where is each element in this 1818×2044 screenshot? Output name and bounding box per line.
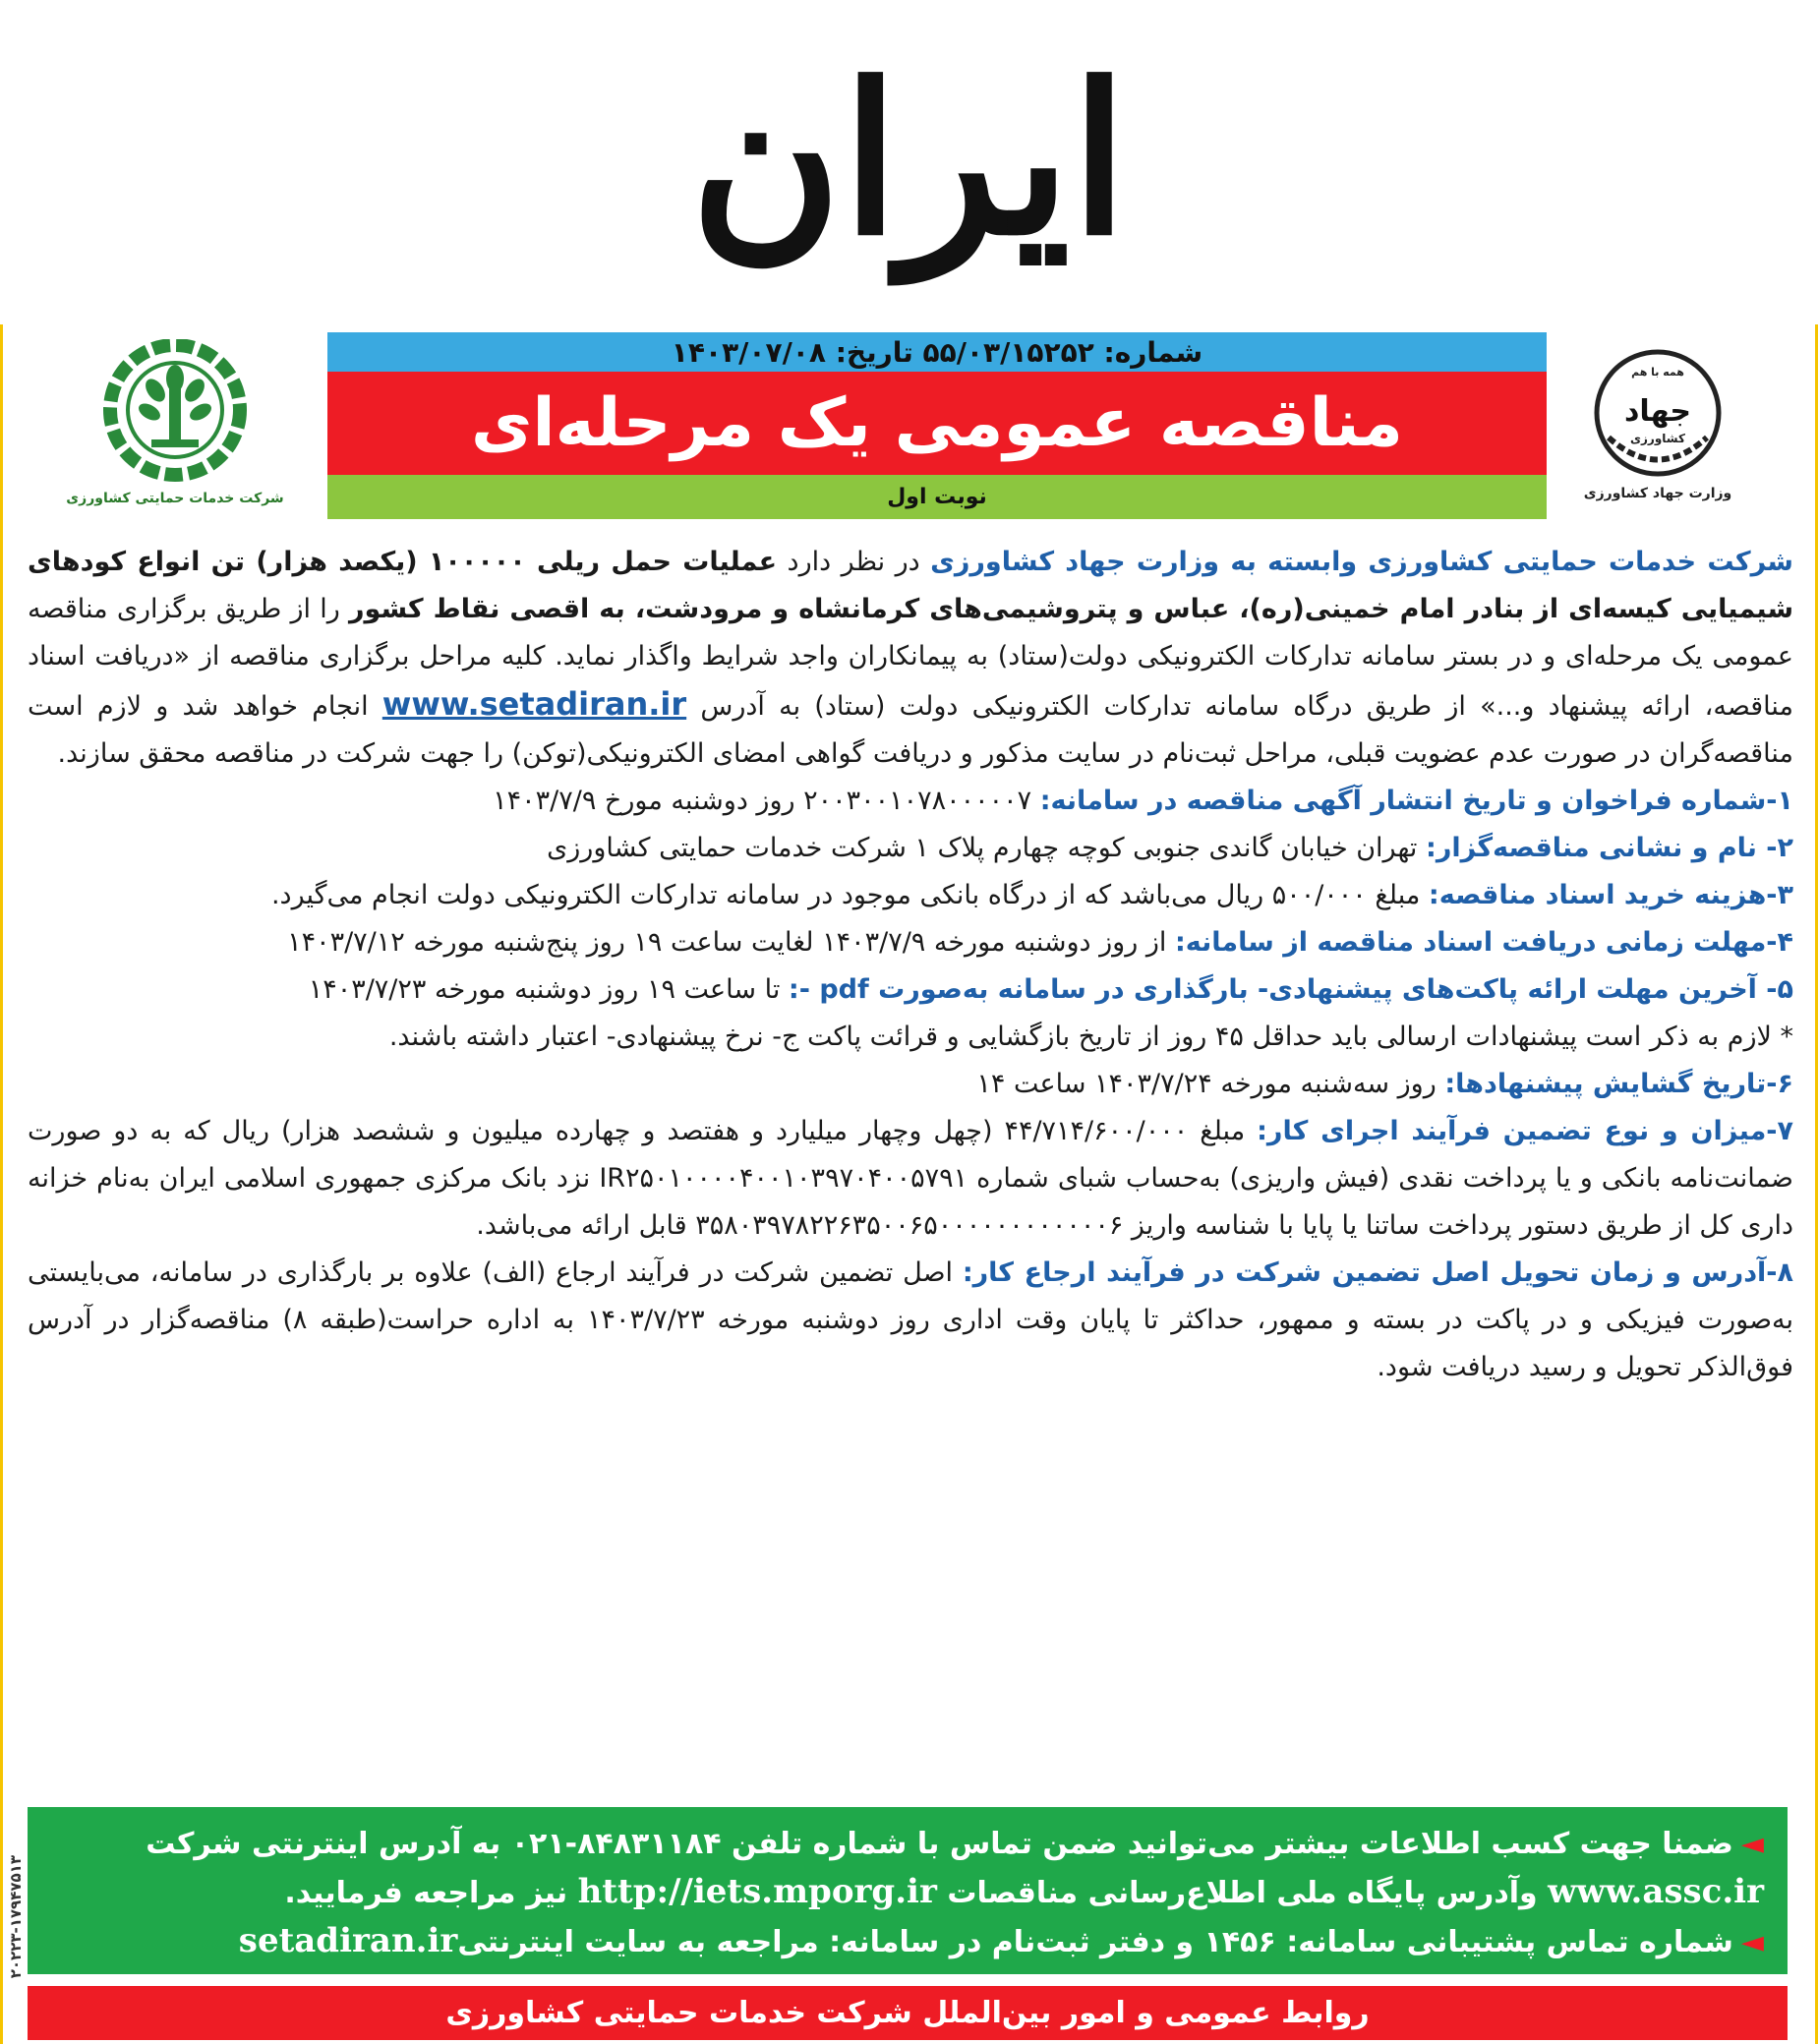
triangle-bullet-icon: ◄ [1740, 1925, 1764, 1959]
contact-text-1a: ضمنا جهت کسب اطلاعات بیشتر می‌توانید ضمن تماس با شماره تلفن ۸۴۸۳۱۱۸۴-۰۲۱ به آدرس اینترنتی شرکت [146, 1827, 1733, 1861]
agri-support-logo-caption: شرکت خدمات حمایتی کشاورزی [66, 491, 284, 506]
tender-body [28, 539, 1793, 1391]
clause-text: مبلغ ۴۴/۷۱۴/۶۰۰/۰۰۰ (چهل وچهار میلیارد و هفتصد و چهارده میلیون و ششصد هزار) ریال که به دو صورت ضمانت‌نامه بانکی و یا پرداخت نقدی (فیش واریزی) به‌حساب شبای شماره IR۲۵۰۱۰۰۰۰۴۰۰۱۰۳۹۷۰۴۰۰۵۷۹۱ نزد بانک مرکزی جمهوری اسلامی ایران به‌نام خزانه داری کل از طریق دستور پرداخت ساتنا یا پایا با شناسه واریز ۳۵۸۰۳۹۷۸۲۲۶۳۵۰۰۶۵۰۰۰۰۰۰۰۰۰۰۰۰۶ قابل ارائه می‌باشد. [28, 1116, 1793, 1241]
clause-text: تا ساعت ۱۹ روز دوشنبه مورخه ۱۴۰۳/۷/۲۳ [308, 974, 789, 1005]
clause-label: ۴-مهلت زمانی دریافت اسناد مناقصه از سامانه: [1174, 927, 1793, 958]
clause-7 [28, 1108, 1793, 1250]
contact-text-1c: نیز مراجعه فرمایید. [284, 1876, 578, 1910]
ad-code [5, 1799, 27, 2035]
clause-6 [28, 1061, 1793, 1108]
ministry-logo-caption: وزارت جهاد کشاورزی [1583, 486, 1732, 501]
clause-text: * لازم به ذکر است پیشنهادات ارسالی باید حداقل ۴۵ روز از تاریخ بازگشایی و قرائت پاکت ج- نرخ پیشنهادی- اعتبار داشته باشند. [388, 1022, 1793, 1052]
clause-label: ۳-هزینه خرید اسناد مناقصه: [1428, 880, 1793, 910]
contact-box [28, 1807, 1788, 1974]
clause-1 [28, 778, 1793, 825]
clause-text: مبلغ ۵۰۰/۰۰۰ ریال می‌باشد که از درگاه بانکی موجود در سامانه تدارکات الکترونیکی دولت انجام می‌گیرد. [270, 880, 1429, 910]
intro-text-3: انجام خواهد شد و لازم است مناقصه‌گران در صورت عدم عضویت قبلی، مراحل ثبت‌نام در سایت مذکور و دریافت گواهی امضای الکترونیکی(توکن) را جهت شرکت در مناقصه محقق سازند. [28, 691, 1793, 769]
clause-label: ۷-میزان و نوع تضمین فرآیند اجرای کار: [1257, 1116, 1793, 1146]
clause-2 [28, 825, 1793, 872]
tender-header [327, 332, 1547, 519]
jihad-emblem-top-text: همه با هم [1631, 366, 1684, 379]
agri-support-emblem-icon [87, 339, 264, 487]
tender-number-date: شماره: ۵۵/۰۳/۱۵۲۵۲ تاریخ: ۱۴۰۳/۰۷/۰۸ [327, 332, 1547, 372]
clause-label: ۵- آخرین مهلت ارائه پاکت‌های پیشنهادی- بارگذاری در سامانه به‌صورت pdf -: [788, 974, 1793, 1005]
clause-text: از روز دوشنبه مورخه ۱۴۰۳/۷/۹ لغایت ساعت ۱۹ روز پنج‌شنبه مورخه ۱۴۰۳/۷/۱۲ [287, 927, 1175, 958]
contact-text-1b: وآدرس پایگاه ملی اطلاع‌رسانی مناقصات [936, 1876, 1549, 1910]
clause-label: ۱-شماره فراخوان و تاریخ انتشار آگهی مناقصه در سامانه: [1039, 786, 1793, 816]
intro-text-1: در نظر دارد [777, 547, 931, 577]
iets-link[interactable]: http://iets.mporg.ir [577, 1872, 937, 1911]
publisher-footer: روابط عمومی و امور بین‌الملل شرکت خدمات حمایتی کشاورزی [28, 1986, 1788, 2040]
operation-description: عملیات حمل ریلی ۱۰۰۰۰۰ (یکصد هزار) تن انواع کودهای شیمیایی کیسه‌ای از بنادر امام خمینی(ره)، عباس و پتروشیمی‌های کرمانشاه و مرودشت، به اقصی نقاط کشور [28, 547, 1793, 624]
intro-paragraph [28, 539, 1793, 778]
clause-label: ۸-آدرس و زمان تحویل اصل تضمین شرکت در فرآیند ارجاع کار: [962, 1257, 1794, 1288]
tender-ad [0, 324, 1818, 2044]
masthead [0, 0, 1818, 320]
clause-label: ۶-تاریخ گشایش پیشنهادها: [1444, 1069, 1793, 1099]
triangle-bullet-icon: ◄ [1740, 1827, 1764, 1861]
clause-label: ۲- نام و نشانی مناقصه‌گزار: [1426, 833, 1793, 863]
contact-line-2 [51, 1917, 1764, 1966]
assc-link[interactable]: www.assc.ir [1548, 1872, 1764, 1911]
clause-3 [28, 872, 1793, 919]
setadiran-link[interactable]: www.setadiran.ir [381, 685, 687, 723]
company-name: شرکت خدمات حمایتی کشاورزی وابسته به وزارت جهاد کشاورزی [930, 547, 1793, 577]
clause-text: اصل تضمین شرکت در فرآیند ارجاع (الف) علاوه بر بارگذاری در سامانه، می‌بایستی به‌صورت فیزیکی و در پاکت در بسته و ممهور، حداکثر تا پایان وقت اداری روز دوشنبه مورخه ۱۴۰۳/۷/۲۳ به اداره حراست(طبقه ۸) مناقصه‌گزار در آدرس فوق‌الذکر تحویل و رسید دریافت شود. [28, 1257, 1793, 1382]
ministry-logo [1530, 324, 1786, 521]
contact-line-1 [51, 1821, 1764, 1917]
publication-round: نوبت اول [327, 475, 1547, 519]
newspaper-title: ایران [689, 37, 1129, 281]
clause-text: ۲۰۰۳۰۰۱۰۷۸۰۰۰۰۰۷ روز دوشنبه مورخ ۱۴۰۳/۷/۹ [493, 786, 1040, 816]
jihad-emblem-sub-text: کشاورزی [1630, 432, 1685, 445]
clause-text: تهران خیابان گاندی جنوبی کوچه چهارم پلاک ۱ شرکت خدمات حمایتی کشاورزی [547, 833, 1427, 863]
ad-code-text: ۲۰۲۲۳-۱۷۹۴۷۵۱۳ [7, 1855, 25, 1979]
contact-text-2: شماره تماس پشتیبانی سامانه: ۱۴۵۶ و دفتر ثبت‌نام در سامانه: مراجعه به سایت اینترنتی [457, 1925, 1733, 1959]
intro-text-2: را از طریق برگزاری مناقصه عمومی یک مرحله‌ای و در بستر سامانه تدارکات الکترونیکی دولت(ستاد) به پیمانکاران واجد شرایط واگذار نماید. کلیه مراحل برگزاری مناقصه از «دریافت اسناد مناقصه، ارائه پیشنهاد و...» از طریق درگاه سامانه تدارکات الکترونیکی دولت (ستاد) به آدرس [28, 594, 1794, 722]
jihad-emblem-icon [1589, 344, 1727, 482]
clause-4 [28, 919, 1793, 966]
clause-5 [28, 966, 1793, 1014]
setadiran-short-link[interactable]: setadiran.ir [238, 1921, 458, 1960]
clause-text: روز سه‌شنبه مورخه ۱۴۰۳/۷/۲۴ ساعت ۱۴ [976, 1069, 1445, 1099]
clause-note [28, 1014, 1793, 1061]
clause-8 [28, 1250, 1793, 1391]
jihad-emblem-text: جهاد [1623, 394, 1692, 429]
tender-title: مناقصه عمومی یک مرحله‌ای [327, 372, 1547, 475]
agri-support-logo [52, 324, 298, 521]
